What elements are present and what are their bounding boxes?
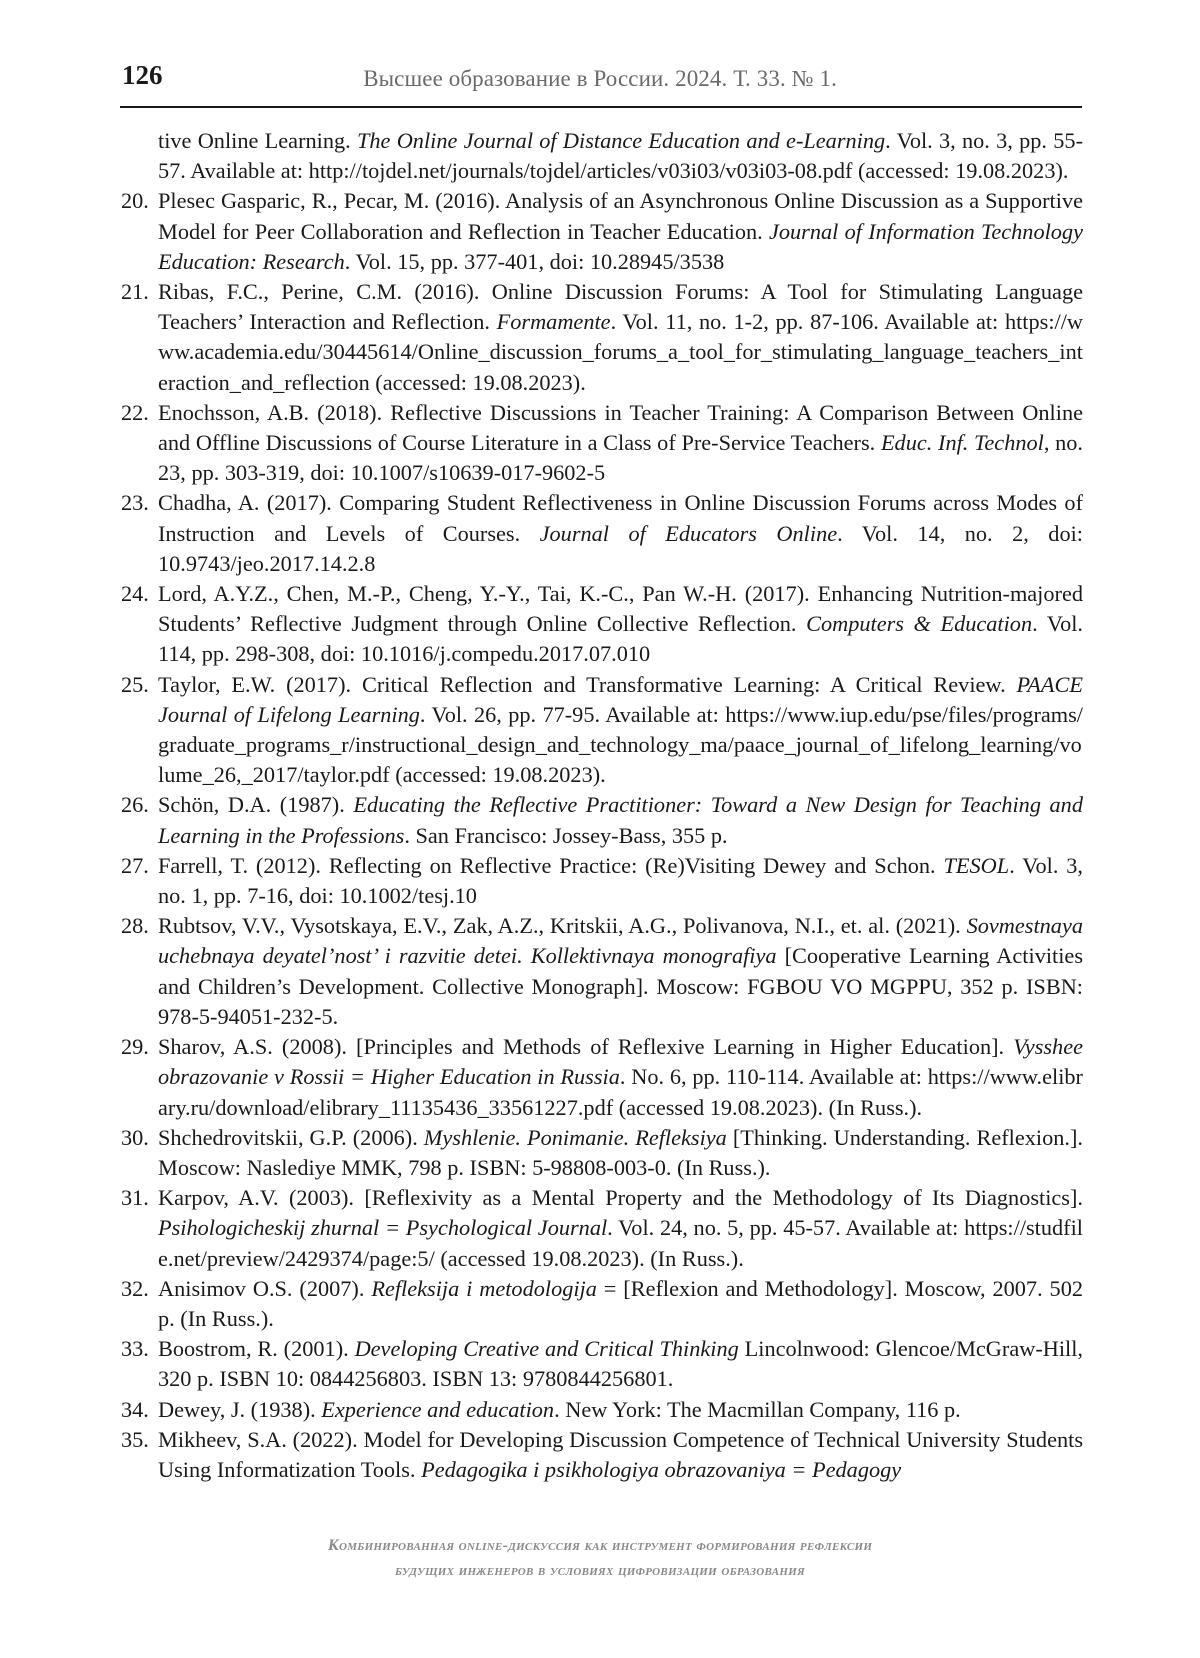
reference-item: 33. Boostrom, R. (2001). Developing Creative and Critical Thinking Lincolnwood: Glencoe/McGraw-Hill, 320 p. ISBN 10: 0844256803. ISBN 13: 9780844256801. (121, 1336, 1084, 1392)
reference-number: 26. (121, 792, 149, 818)
reference-number: 28. (121, 913, 149, 939)
reference-item: 30. Shchedrovitskii, G.P. (2006). Myshlenie. Ponimanie. Refleksiya [Thinking. Understanding. Reflexion.]. Moscow: Naslediye MMK, 798 p. ISBN: 5-98808-003-0. (In Russ.). (121, 1124, 1083, 1180)
reference-item: 21. Ribas, F.C., Perine, C.M. (2016). Online Discussion Forums: A Tool for Stimulating Language Teachers’ Interaction and Reflection. Formamente. Vol. 11, no. 1-2, pp. 87-106. Available at: https://www.academia.edu/30445614/Online_discussion_forums_a_tool_for_stimulating_language_teachers_interaction_and_reflection (accessed: 19.08.2023). (121, 279, 1084, 395)
page-header (120, 56, 1082, 108)
reference-number: 34. (121, 1396, 149, 1422)
reference-number: 23. (121, 490, 149, 516)
reference-url[interactable]: https://www.iup.edu/pse/files/programs/graduate_programs_r/instructional_design_and_technology_ma/paace_journal_of_lifelong_learning/volume_26,_2017/taylor.pdf (158, 701, 1083, 788)
reference-number: 32. (121, 1275, 149, 1301)
reference-number: 30. (121, 1124, 149, 1150)
reference-number: 35. (121, 1426, 149, 1452)
reference-number: 29. (121, 1034, 149, 1060)
footer-title-line-1: Комбинированная online-дискуссия как инструмент формирования рефлексии (327, 1537, 873, 1554)
reference-item: 24. Lord, A.Y.Z., Chen, M.-P., Cheng, Y.-Y., Tai, K.-C., Pan W.-H. (2017). Enhancing Nutrition-majored Students’ Reflective Judgment through Online Collective Reflection. Computers & Education. Vol. 114, pp. 298-308, doi: 10.1016/j.compedu.2017.07.010 (121, 581, 1083, 667)
reference-item: 35. Mikheev, S.A. (2022). Model for Developing Discussion Competence of Technical University Students Using Informatization Tools. Pedagogika i psikhologiya obrazovaniya = Pedagogy (121, 1426, 1083, 1482)
reference-item: 31. Karpov, A.V. (2003). [Reflexivity as a Mental Property and the Methodology of Its Diagnostics]. Psihologicheskij zhurnal = Psychological Journal. Vol. 24, no. 5, pp. 45-57. Available at: https://studfile.net/preview/2429374/page:5/ (accessed 19.08.2023). (In Russ.). (121, 1185, 1083, 1271)
reference-source-title: Educating the Reflective Practitioner: Toward a New Design for Teaching and Learning in the Professions (158, 792, 1083, 848)
reference-number: 25. (121, 671, 149, 697)
reference-url[interactable]: https://studfile.net/preview/2429374/page:5/ (158, 1215, 1083, 1271)
page-number: 126 (122, 60, 163, 90)
reference-number: 33. (121, 1336, 149, 1362)
reference-source-title: Vysshee obrazovanie v Rossii = Higher Education in Russia (158, 1034, 1083, 1090)
page-footer (0, 1533, 1200, 1583)
reference-source-title: PAACE Journal of Lifelong Learning (158, 671, 1083, 727)
reference-source-title: Refleksija i metodologija (371, 1275, 597, 1301)
reference-item: 23. Chadha, A. (2017). Comparing Student Reflectiveness in Online Discussion Forums across Modes of Instruction and Levels of Courses. Journal of Educators Online. Vol. 14, no. 2, doi: 10.9743/jeo.2017.14.2.8 (121, 490, 1083, 576)
reference-source-title: Experience and education (321, 1396, 555, 1422)
journal-running-title: Высшее образование в России. 2024. Т. 33. № 1. (363, 66, 837, 91)
reference-source-title: The Online Journal of Distance Education and e-Learning (356, 128, 886, 153)
reference-item: 28. Rubtsov, V.V., Vysotskaya, E.V., Zak, A.Z., Kritskii, A.G., Polivanova, N.I., et. al. (2021). Sovmestnaya uchebnaya deyatel’nost’ i razvitie detei. Kollektivnaya monografiya [Cooperative Learning Activities and Children’s Development. Collective Monograph]. Moscow: FGBOU VO MGPPU, 352 p. ISBN: 978-5-94051-232-5. (121, 913, 1083, 1029)
reference-source-title: Formamente (496, 309, 611, 335)
reference-source-title: Educ. Inf. Technol (880, 430, 1044, 456)
reference-list (121, 126, 1083, 1485)
reference-number: 20. (121, 188, 149, 214)
reference-source-title: Myshlenie. Ponimanie. Refleksiya (423, 1124, 727, 1150)
reference-item: 22. Enochsson, A.B. (2018). Reflective Discussions in Teacher Training: A Comparison Between Online and Offline Discussions of Course Literature in a Class of Pre-Service Teachers. Educ. Inf. Technol, no. 23, pp. 303-319, doi: 10.1007/s10639-017-9602-5 (121, 399, 1084, 486)
reference-source-title: Developing Creative and Critical Thinking (354, 1336, 739, 1362)
reference-url[interactable]: https://www.academia.edu/30445614/Online_discussion_forums_a_tool_for_stimulating_language_teachers_interaction_and_reflection (158, 309, 1084, 395)
reference-source-title: Journal of Information Technology Education: Research (158, 218, 1083, 274)
reference-source-title: TESOL (943, 852, 1010, 878)
reference-number: 27. (121, 852, 149, 878)
reference-item: 29. Sharov, A.S. (2008). [Principles and Methods of Reflexive Learning in Higher Education]. Vysshee obrazovanie v Rossii = Higher Education in Russia. No. 6, pp. 110-114. Available at: https://www.elibrary.ru/download/elibrary_11135436_33561227.pdf (accessed 19.08.2023). (In Russ.). (121, 1034, 1083, 1120)
reference-number: 22. (121, 399, 149, 425)
reference-url[interactable]: https://www.elibrary.ru/download/elibrary_11135436_33561227.pdf (158, 1064, 1083, 1120)
reference-item: 32. Anisimov O.S. (2007). Refleksija i metodologija = [Reflexion and Methodology]. Moscow, 2007. 502 p. (In Russ.). (121, 1275, 1083, 1331)
reference-number: 24. (121, 581, 149, 607)
reference-source-title: Computers & Education (806, 611, 1033, 637)
footer-title-line-2: будущих инженеров в условиях цифровизации образования (394, 1562, 805, 1579)
reference-source-title: Pedagogika i psikhologiya obrazovaniya = Pedagogy (421, 1456, 902, 1482)
reference-item: 25. Taylor, E.W. (2017). Critical Reflection and Transformative Learning: A Critical Review. PAACE Journal of Lifelong Learning. Vol. 26, pp. 77-95. Available at: https://www.iup.edu/pse/files/programs/graduate_programs_r/instructional_design_and_technology_ma/paace_journal_of_lifelong_learning/volume_26,_2017/taylor.pdf (accessed: 19.08.2023). (121, 671, 1083, 788)
reference-source-title: Psihologicheskij zhurnal = Psychological Journal (158, 1215, 608, 1241)
reference-item: 34. Dewey, J. (1938). Experience and education. New York: The Macmillan Company, 116 p. (121, 1395, 1083, 1425)
reference-item: 26. Schön, D.A. (1987). Educating the Reflective Practitioner: Toward a New Design for Teaching and Learning in the Professions. San Francisco: Jossey-Bass, 355 p. (121, 792, 1083, 848)
reference-source-title: Journal of Educators Online (539, 520, 838, 546)
reference-url[interactable]: http://tojdel.net/journals/tojdel/articles/v03i03/v03i03-08.pdf (308, 158, 853, 184)
reference-item: tive Online Learning. The Online Journal of Distance Education and e-Learning. Vol. 3, no. 3, pp. 55-57. Available at: http://tojdel.net/journals/tojdel/articles/v03i03/v03i03-08.pdf (accessed: 19.08.2023). (158, 128, 1083, 184)
reference-number: 31. (121, 1185, 149, 1211)
reference-number: 21. (121, 279, 149, 305)
reference-source-title: Sovmestnaya uchebnaya deyatel’nost’ i razvitie detei. Kollektivnaya monografiya (158, 913, 1083, 969)
reference-item: 27. Farrell, T. (2012). Reflecting on Reflective Practice: (Re)Visiting Dewey and Schon. TESOL. Vol. 3, no. 1, pp. 7-16, doi: 10.1002/tesj.10 (121, 852, 1084, 909)
reference-item: 20. Plesec Gasparic, R., Pecar, M. (2016). Analysis of an Asynchronous Online Discussion as a Supportive Model for Peer Collaboration and Reflection in Teacher Education. Journal of Information Technology Education: Research. Vol. 15, pp. 377-401, doi: 10.28945/3538 (121, 188, 1083, 274)
